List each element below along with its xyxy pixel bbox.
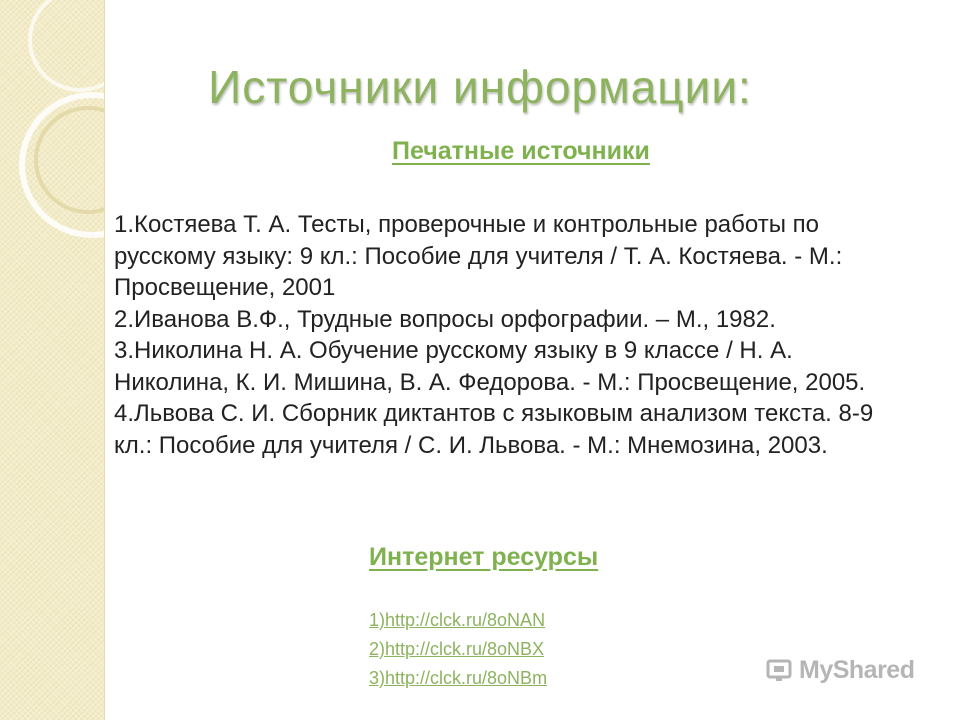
bibliography-item: 1.Костяева Т. А. Тесты, проверочные и контрольные работы по русскому языку: 9 кл.: Пособие для учителя / Т. А. Костяева. - М.: Просвещение, 2001 (114, 211, 843, 301)
bibliography-item: 2.Иванова В.Ф., Трудные вопросы орфографии. – М., 1982. (114, 305, 776, 333)
bibliography-item: 3.Николина Н. А. Обучение русскому языку в 9 классе / Н. А. Николина, К. И. Мишина, В. А. Федорова. - М.: Просвещение, 2005. (114, 337, 866, 396)
myshared-logo-icon (765, 655, 795, 685)
bibliography-list (114, 209, 894, 461)
watermark-text: MyShared (799, 655, 915, 684)
list-item (369, 606, 547, 635)
decorative-circles (0, 0, 104, 300)
resource-link-2[interactable]: 2)http://clck.ru/8oNBX (369, 639, 545, 659)
resource-link-3[interactable]: 3)http://clck.ru/8oNBm (369, 668, 548, 688)
printed-sources-heading: Печатные источники (392, 137, 650, 165)
resource-link-1[interactable]: 1)http://clck.ru/8oNAN (369, 610, 546, 630)
list-item (369, 635, 547, 664)
myshared-watermark (765, 655, 914, 685)
bibliography-item: 4.Львова С. И. Сборник диктантов с языковым анализом текста. 8-9 кл.: Пособие для учителя / С. И. Львова. - М.: Мнемозина, 2003. (114, 400, 874, 459)
internet-resources-heading: Интернет ресурсы (369, 543, 599, 571)
list-item (369, 664, 547, 693)
internet-links-list (369, 606, 547, 693)
slide-title: Источники информации: (208, 61, 752, 113)
